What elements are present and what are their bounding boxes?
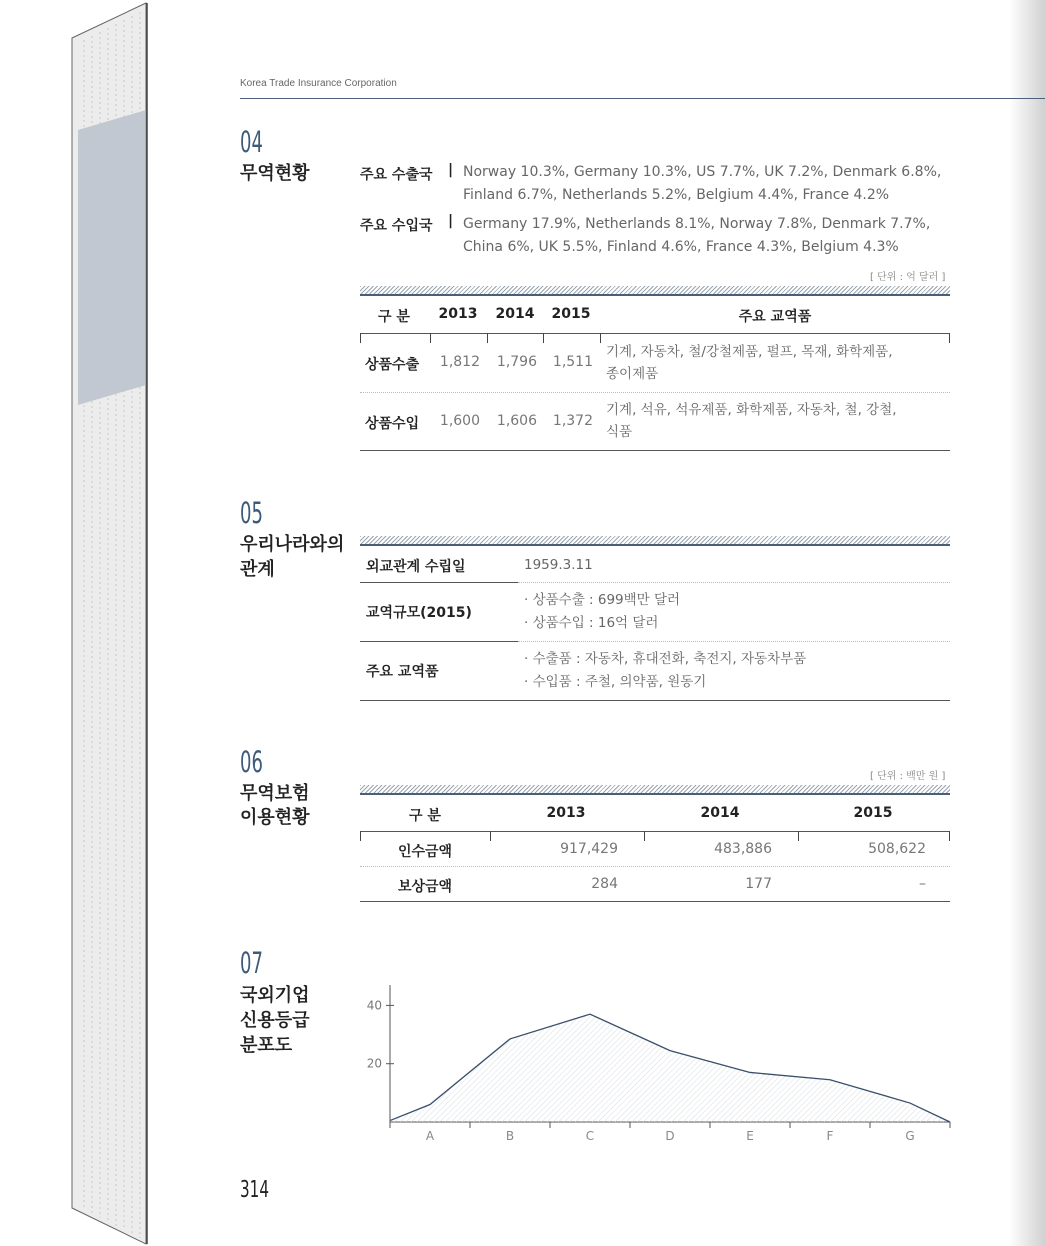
row-label-trade-volume: 교역규모(2015) [366, 605, 472, 621]
cell-imports-items-line2: 식품 [606, 424, 633, 440]
row-label-imports: 상품수입 [365, 416, 420, 432]
section-title-insurance-line2: 이용현황 [240, 807, 310, 828]
col-header-2014: 2014 [495, 306, 535, 322]
x-tick-label: B [505, 1129, 515, 1143]
cell-imports-items-line1: 기계, 석유, 석유제품, 화학제품, 자동차, 철, 강철, [606, 402, 897, 418]
section-title-credit-line3: 분포도 [240, 1035, 293, 1056]
section-title-trade-status: 무역현황 [240, 163, 310, 184]
col-header-2013: 2013 [546, 805, 586, 821]
export-countries-line1: Norway 10.3%, Germany 10.3%, US 7.7%, UK 7.2%, Denmark 6.8%, [463, 164, 942, 180]
cell-exports-2014: 1,796 [496, 354, 537, 370]
cell-imports-2015: 1,372 [552, 413, 593, 429]
x-tick-label: G [905, 1129, 915, 1143]
section-title-relations-line2: 관계 [240, 559, 275, 580]
running-header: Korea Trade Insurance Corporation [240, 78, 397, 89]
cell-imports-2013: 1,600 [439, 413, 480, 429]
y-tick-label: 20 [366, 1056, 382, 1071]
x-tick-label: F [826, 1129, 834, 1143]
cell-imports-2014: 1,606 [496, 413, 537, 429]
import-countries-line1: Germany 17.9%, Netherlands 8.1%, Norway 7.8%, Denmark 7.7%, [463, 216, 931, 232]
cell-main-items-exports: · 수출품 : 자동차, 휴대전화, 축전지, 자동차부품 [524, 651, 807, 667]
cell-compensation-2015: – [919, 876, 926, 892]
cell-underwriting-2014: 483,886 [714, 841, 772, 857]
row-label-main-items: 주요 교역품 [366, 664, 439, 680]
section-title-relations-line1: 우리나라와의 [240, 534, 345, 555]
export-countries-label: 주요 수출국 [360, 167, 433, 183]
cell-main-items-imports: · 수입품 : 주철, 의약품, 원동기 [524, 674, 707, 690]
unit-note: [ 단위 : 억 달러 ] [870, 272, 946, 283]
x-tick-label: E [746, 1129, 754, 1143]
x-tick-label: A [425, 1129, 435, 1143]
cell-compensation-2014: 177 [745, 876, 772, 892]
section-number-04: 04 [240, 125, 263, 159]
label-divider: | [448, 213, 454, 229]
y-tick-label: 40 [366, 998, 382, 1013]
x-tick-label: D [665, 1129, 675, 1143]
import-countries-label: 주요 수입국 [360, 218, 433, 234]
cell-compensation-2013: 284 [591, 876, 618, 892]
col-header-category: 구 분 [378, 309, 410, 325]
section-number-06: 06 [240, 745, 263, 779]
col-header-main-items: 주요 교역품 [738, 309, 812, 325]
label-divider: | [448, 162, 454, 178]
page-number: 314 [240, 1177, 269, 1203]
cell-exports-items-line1: 기계, 자동차, 철/강철제품, 펄프, 목재, 화학제품, [606, 344, 893, 360]
row-label-diplomatic-date: 외교관계 수립일 [366, 559, 466, 575]
section-title-insurance-line1: 무역보험 [240, 783, 310, 804]
row-label-exports: 상품수출 [365, 357, 420, 373]
section-title-credit-line2: 신용등급 [240, 1010, 310, 1031]
section-title-credit-line1: 국외기업 [240, 985, 310, 1006]
unit-note: [ 단위 : 백만 원 ] [870, 771, 946, 782]
row-label-underwriting: 인수금액 [397, 844, 453, 860]
col-header-2015: 2015 [853, 805, 893, 821]
cell-exports-items-line2: 종이제품 [606, 366, 659, 382]
cell-trade-volume-imports: · 상품수입 : 16억 달러 [524, 615, 659, 631]
col-header-2015: 2015 [551, 306, 591, 322]
col-header-2014: 2014 [700, 805, 740, 821]
cell-exports-2013: 1,812 [439, 354, 480, 370]
section-number-05: 05 [240, 496, 263, 530]
col-header-2013: 2013 [438, 306, 478, 322]
x-tick-label: C [585, 1129, 595, 1143]
row-label-compensation: 보상금액 [397, 879, 453, 895]
cell-trade-volume-exports: · 상품수출 : 699백만 달러 [524, 592, 681, 608]
import-countries-line2: China 6%, UK 5.5%, Finland 4.6%, France 4.3%, Belgium 4.3% [463, 239, 899, 255]
cell-underwriting-2015: 508,622 [868, 841, 926, 857]
export-countries-line2: Finland 6.7%, Netherlands 5.2%, Belgium 4.4%, France 4.2% [463, 187, 890, 203]
cell-underwriting-2013: 917,429 [560, 841, 618, 857]
section-number-07: 07 [240, 946, 263, 980]
col-header-category: 구 분 [409, 808, 441, 824]
cell-exports-2015: 1,511 [552, 354, 593, 370]
cell-diplomatic-date: 1959.3.11 [524, 557, 593, 573]
